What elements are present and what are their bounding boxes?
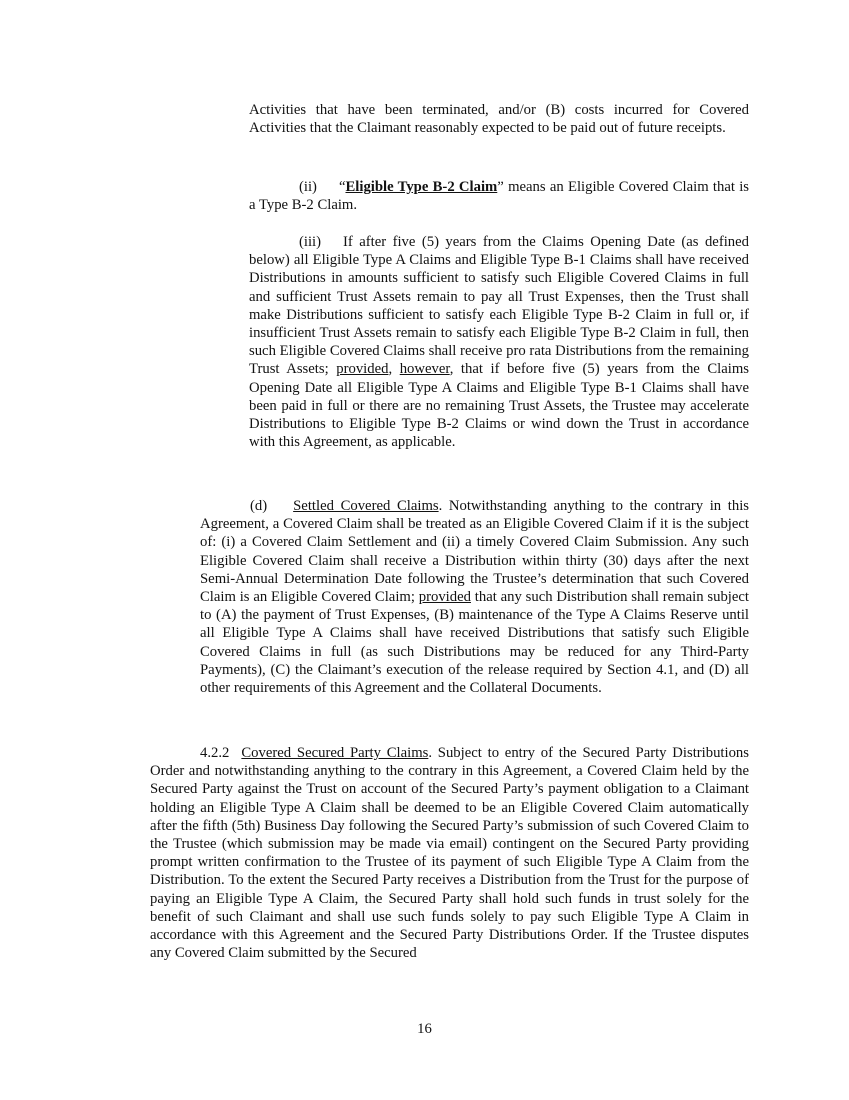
however-term: however xyxy=(399,361,450,378)
defined-term: Eligible Type B-2 Claim xyxy=(345,179,498,195)
paragraph-definition-ii xyxy=(249,178,749,214)
provided-term: provided xyxy=(418,589,471,606)
section-heading: Covered Secured Party Claims xyxy=(241,745,429,761)
comma-text: , xyxy=(388,361,400,378)
clause-number: (iii) xyxy=(299,234,322,250)
clause-text-continued: that any such Distribution shall remain subject to (A) the payment of Trust Expenses, (B) maintenance of the Type A Claims Reserve until all Eligible Type A Claims shall have received Distributions that satisfy such Eligible Covered Claims in full (as such Distributions may be reduced for any Third-Party Payments), (C) the Claimant’s execution of the release required by Section 4.1, and (D) all other requirements of this Agreement and the Collateral Documents. xyxy=(200,589,749,697)
section-text: . Subject to entry of the Secured Party Distributions Order and notwithstanding anything to the contrary in this Agreement, a Covered Claim held by the Secured Party against the Trust on account of the Secured Party’s payment obligation to a Claimant holding an Eligible Type A Claim shall be deemed to be an Eligible Covered Claim automatically after the fifth (5th) Business Day following the Secured Party’s submission of such Covered Claim to the Trustee (which submission may be made via email) contingent on the Secured Party providing prompt written confirmation to the Trustee of its payment of such Eligible Type A Claim from the Distribution. To the extent the Secured Party receives a Distribution from the Trust for the purpose of paying an Eligible Type A Claim, the Secured Party shall hold such funds in trust solely for the benefit of such Claimant and shall use such funds solely to pay such Eligible Type A Claim in accordance with this Agreement and the Secured Party Distributions Order. If the Trustee disputes any Covered Claim submitted by the Secured xyxy=(150,745,749,962)
section-heading: Settled Covered Claims xyxy=(293,498,439,514)
page-number: 16 xyxy=(417,1021,432,1037)
clause-text: . Notwithstanding anything to the contrary in this Agreement, a Covered Claim shall be treated as an Eligible Covered Claim if it is the subject of: (i) a Covered Claim Settlement and (ii) a timely Covered Claim Submission. Any such Eligible Covered Claim shall receive a Distribution within thirty (30) days after the next Semi-Annual Determination Date following the Trustee’s determination that such Covered Claim is an Eligible Covered Claim; xyxy=(200,498,749,606)
clause-text-continued: , that if before five (5) years from the Claims Opening Date all Eligible Type A Claims and Eligible Type B-1 Claims shall have been paid in full or there are no remaining Trust Assets, the Trustee may accelerate Distributions to Eligible Type B-2 Claims or wind down the Trust in accordance with this Agreement, as applicable. xyxy=(249,361,749,451)
definition-text: ” means an Eligible Covered Claim that is a Type B-2 Claim. xyxy=(249,179,750,214)
section-number: 4.2.2 xyxy=(200,745,230,761)
open-quote: “ xyxy=(338,179,346,195)
clause-text: If after five (5) years from the Claims Opening Date (as defined below) all Eligible Type A Claims and Eligible Type B-1 Claims shall have received Distributions in amounts sufficient to satisfy such Eligible Covered Claims in full and sufficient Trust Assets remain to pay all Trust Expenses, then the Trust shall make Distributions sufficient to satisfy each Eligible Type B-2 Claim in full or, if insufficient Trust Assets remain to satisfy each Eligible Type B-2 Claim in full, then such Eligible Covered Claims shall receive pro rata Distributions from the remaining Trust Assets; xyxy=(249,234,749,378)
clause-number: (d) xyxy=(250,498,268,514)
provided-term: provided xyxy=(336,361,389,378)
paragraph-text: Activities that have been terminated, and/or (B) costs incurred for Covered Activities that the Claimant reasonably expected to be paid out of future receipts. xyxy=(249,102,749,137)
paragraph-continuation xyxy=(249,101,749,137)
paragraph-clause-iii xyxy=(249,233,749,451)
paragraph-covered-secured-party-claims xyxy=(150,744,749,962)
clause-number: (ii) xyxy=(299,179,317,195)
paragraph-settled-covered-claims xyxy=(200,497,749,697)
